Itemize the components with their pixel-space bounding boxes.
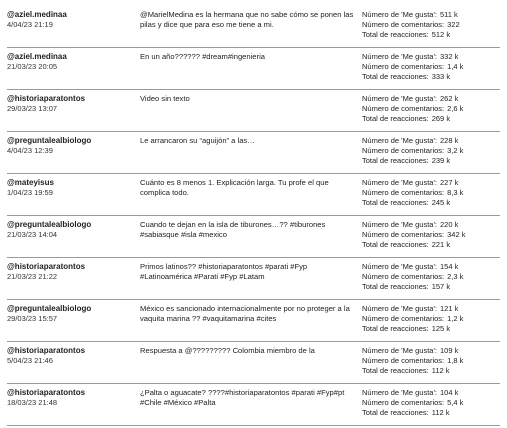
author-cell (7, 346, 140, 366)
comments-value: 322 (447, 19, 460, 29)
author-cell (7, 262, 140, 282)
post-date: 29/03/23 15:57 (7, 314, 58, 323)
table-row (7, 48, 500, 90)
reactions-label: Total de reacciones: (362, 239, 429, 249)
stats-cell (362, 262, 500, 291)
reactions-stat (362, 72, 500, 82)
reactions-stat (362, 282, 500, 292)
post-text: ¿Palta o aguacate? ????#historiaparatontos #parati #Fyp#pt #Chile #México #Palta (140, 388, 345, 408)
reactions-stat (362, 198, 500, 208)
comments-label: Número de comentarios: (362, 187, 445, 197)
likes-label: Número de 'Me gusta': (362, 346, 437, 355)
likes-stat (362, 178, 500, 188)
comments-label: Número de comentarios: (362, 145, 445, 155)
likes-label: Número de 'Me gusta': (362, 10, 437, 19)
reactions-stat (362, 324, 500, 334)
reactions-label: Total de reacciones: (362, 323, 429, 333)
comments-label: Número de comentarios: (362, 103, 445, 113)
table-row (7, 90, 500, 132)
likes-value: 109 k (439, 346, 459, 355)
reactions-stat (362, 366, 500, 376)
comments-value: 1,2 k (447, 313, 464, 323)
likes-stat (362, 220, 500, 230)
likes-stat (362, 10, 500, 20)
likes-label: Número de 'Me gusta': (362, 388, 437, 397)
post-text: México es sancionado internacionalmente por no proteger a la vaquita marina ?? #vaquitamarina #cites (140, 304, 350, 324)
reactions-value: 269 k (431, 113, 451, 123)
reactions-value: 125 k (431, 323, 451, 333)
reactions-value: 221 k (431, 239, 451, 249)
reactions-stat (362, 156, 500, 166)
reactions-value: 157 k (431, 281, 451, 291)
post-date: 21/03/23 21:22 (7, 272, 58, 281)
username: @historiaparatontos (7, 388, 86, 397)
comments-stat (362, 188, 500, 198)
reactions-label: Total de reacciones: (362, 113, 429, 123)
reactions-value: 239 k (431, 155, 451, 165)
likes-label: Número de 'Me gusta': (362, 178, 437, 187)
likes-label: Número de 'Me gusta': (362, 52, 437, 61)
comments-stat (362, 398, 500, 408)
likes-value: 227 k (439, 178, 459, 187)
comments-value: 1,4 k (447, 61, 464, 71)
comments-label: Número de comentarios: (362, 355, 445, 365)
author-cell (7, 10, 140, 30)
username: @mateyisus (7, 178, 54, 187)
post-text: Le arrancaron su “aguijón” a las… (140, 136, 255, 145)
comments-value: 2,6 k (447, 103, 464, 113)
likes-stat (362, 346, 500, 356)
author-cell (7, 304, 140, 324)
likes-value: 220 k (439, 220, 459, 229)
reactions-label: Total de reacciones: (362, 365, 429, 375)
likes-value: 228 k (439, 136, 459, 145)
reactions-value: 112 k (431, 365, 450, 375)
comments-label: Número de comentarios: (362, 229, 445, 239)
likes-label: Número de 'Me gusta': (362, 94, 437, 103)
likes-label: Número de 'Me gusta': (362, 304, 437, 313)
author-cell (7, 388, 140, 408)
comments-stat (362, 146, 500, 156)
reactions-value: 245 k (431, 197, 451, 207)
comments-label: Número de comentarios: (362, 271, 445, 281)
stats-cell (362, 178, 500, 207)
reactions-stat (362, 240, 500, 250)
author-cell (7, 178, 140, 198)
stats-cell (362, 346, 500, 375)
comments-value: 342 k (447, 229, 466, 239)
username: @historiaparatontos (7, 346, 86, 355)
reactions-value: 512 k (431, 29, 451, 39)
author-cell (7, 94, 140, 114)
comments-value: 8,3 k (447, 187, 464, 197)
comments-value: 2,3 k (447, 271, 464, 281)
comments-value: 3,2 k (447, 145, 464, 155)
comments-stat (362, 20, 500, 30)
likes-value: 511 k (439, 10, 458, 19)
likes-value: 332 k (439, 52, 459, 61)
reactions-label: Total de reacciones: (362, 29, 429, 39)
post-text: Video sin texto (140, 94, 190, 103)
post-text: Primos latinos?? #historiaparatontos #parati #Fyp #Latinoamérica #Parati #Fyp #Latam (140, 262, 308, 282)
comments-stat (362, 314, 500, 324)
username: @aziel.medinaa (7, 52, 67, 61)
post-date: 21/03/23 20:05 (7, 62, 58, 71)
likes-label: Número de 'Me gusta': (362, 262, 437, 271)
likes-stat (362, 304, 500, 314)
table-row (7, 174, 500, 216)
stats-cell (362, 10, 500, 39)
table-row (7, 342, 500, 384)
author-cell (7, 52, 140, 72)
reactions-stat (362, 408, 500, 418)
table-row (7, 132, 500, 174)
reactions-label: Total de reacciones: (362, 197, 429, 207)
post-text: En un año?????? #dream#ingenieria (140, 52, 265, 61)
likes-value: 154 k (439, 262, 459, 271)
reactions-stat (362, 30, 500, 40)
comments-value: 5,4 k (447, 397, 464, 407)
username: @preguntalealbiologo (7, 304, 92, 313)
reactions-value: 333 k (431, 71, 451, 81)
comments-label: Número de comentarios: (362, 19, 445, 29)
likes-stat (362, 94, 500, 104)
reactions-label: Total de reacciones: (362, 281, 429, 291)
reactions-stat (362, 114, 500, 124)
table-row (7, 6, 500, 48)
post-date: 29/03/23 13:07 (7, 104, 58, 113)
comments-label: Número de comentarios: (362, 61, 445, 71)
table-row (7, 258, 500, 300)
likes-stat (362, 262, 500, 272)
comments-stat (362, 272, 500, 282)
post-text: Cuando te dejan en la isla de tiburones…?? #tiburones #sabiasque #isla #mexico (140, 220, 326, 240)
stats-cell (362, 220, 500, 249)
comments-label: Número de comentarios: (362, 313, 445, 323)
comments-stat (362, 62, 500, 72)
username: @preguntalealbiologo (7, 220, 92, 229)
username: @aziel.medinaa (7, 10, 67, 19)
comments-stat (362, 230, 500, 240)
post-text: Respuesta a @????????? Colombia miembro de la (140, 346, 315, 355)
reactions-label: Total de reacciones: (362, 71, 429, 81)
likes-value: 104 k (439, 388, 459, 397)
post-date: 18/03/23 21:48 (7, 398, 58, 407)
likes-stat (362, 388, 500, 398)
likes-stat (362, 136, 500, 146)
post-text: Cuánto es 8 menos 1. Explicación larga. Tu profe el que complica todo. (140, 178, 329, 198)
author-cell (7, 136, 140, 156)
post-date: 21/03/23 14:04 (7, 230, 58, 239)
author-cell (7, 220, 140, 240)
table-row (7, 216, 500, 258)
table-row (7, 384, 500, 426)
post-date: 4/04/23 12:39 (7, 146, 53, 155)
reactions-value: 112 k (431, 407, 450, 417)
likes-value: 121 k (439, 304, 459, 313)
likes-stat (362, 52, 500, 62)
stats-cell (362, 52, 500, 81)
comments-label: Número de comentarios: (362, 397, 445, 407)
stats-cell (362, 136, 500, 165)
post-text: @MarielMedina es la hermana que no sabe cómo se ponen las pilas y dice que para eso me tiene a mi. (140, 10, 354, 30)
likes-label: Número de 'Me gusta': (362, 220, 437, 229)
likes-value: 262 k (439, 94, 459, 103)
comments-stat (362, 104, 500, 114)
username: @historiaparatontos (7, 262, 86, 271)
table-row (7, 300, 500, 342)
likes-label: Número de 'Me gusta': (362, 136, 437, 145)
stats-cell (362, 388, 500, 417)
comments-stat (362, 356, 500, 366)
comments-value: 1,8 k (447, 355, 464, 365)
reactions-label: Total de reacciones: (362, 407, 429, 417)
stats-cell (362, 94, 500, 123)
post-date: 1/04/23 19:59 (7, 188, 53, 197)
post-date: 4/04/23 21:19 (7, 20, 53, 29)
username: @preguntalealbiologo (7, 136, 92, 145)
stats-cell (362, 304, 500, 333)
reactions-label: Total de reacciones: (362, 155, 429, 165)
post-date: 5/04/23 21:46 (7, 356, 53, 365)
username: @historiaparatontos (7, 94, 86, 103)
